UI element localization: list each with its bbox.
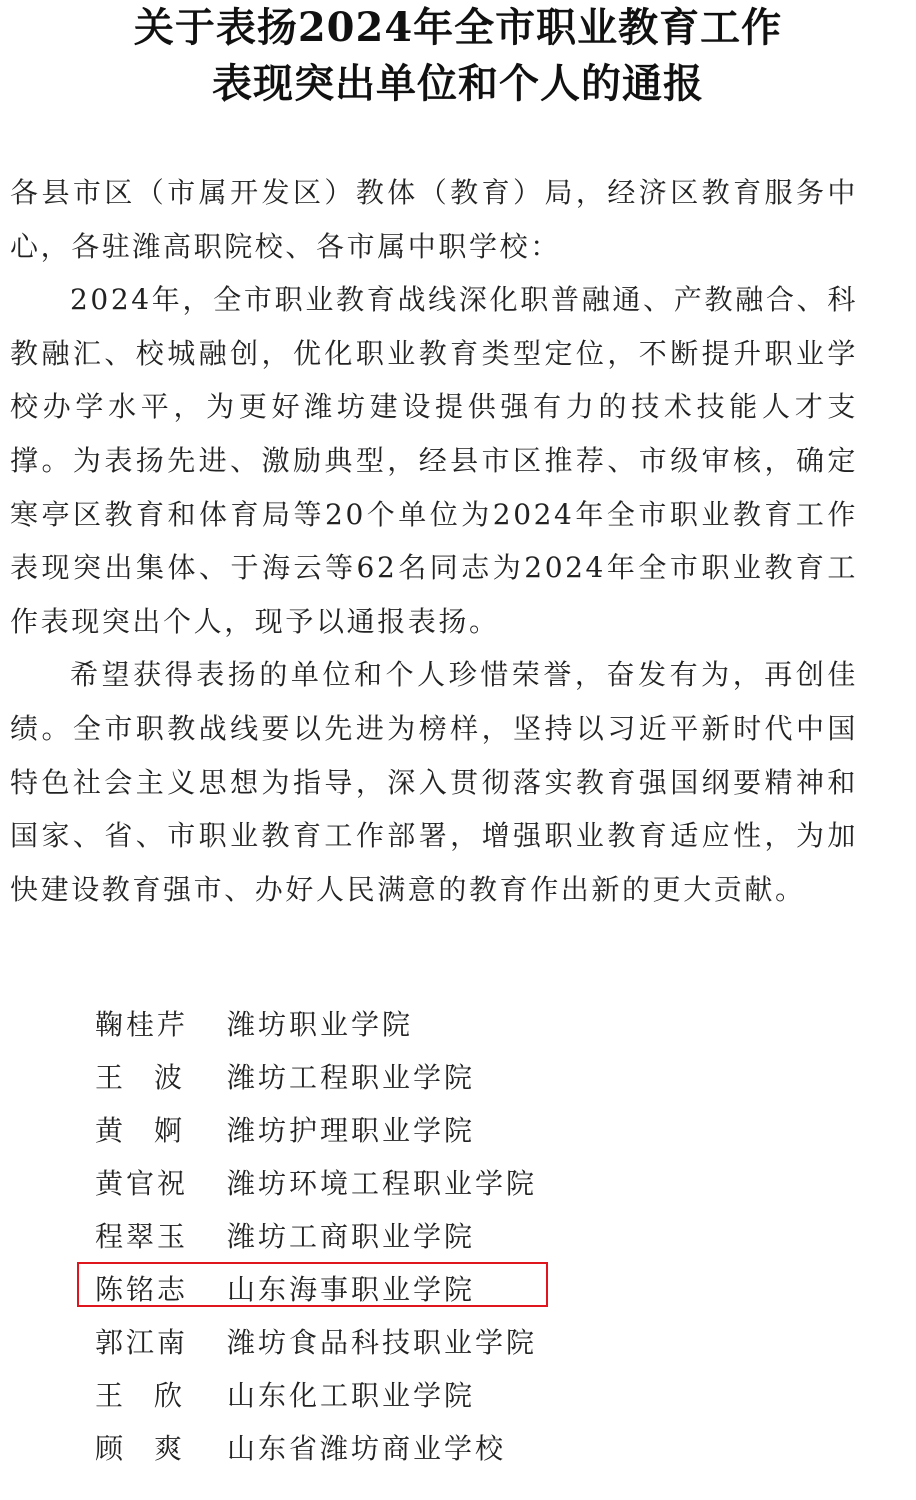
honoree-row: [95, 1420, 795, 1473]
honoree-unit: 山东海事职业学院: [227, 1272, 476, 1306]
notice-body: [10, 166, 858, 916]
paragraph-1: 2024年，全市职业教育战线深化职普融通、产教融合、科教融汇、校城融创，优化职业教育类型定位，不断提升职业学校办学水平，为更好潍坊建设提供强有力的技术技能人才支撑。为表扬先进、激励典型，经县市区推荐、市级审核，确定寒亭区教育和体育局等20个单位为2024年全市职业教育工作表现突出集体、于海云等62名同志为2024年全市职业教育工作表现突出个人，现予以通报表扬。: [10, 283, 858, 638]
honoree-name: [95, 1427, 185, 1467]
honoree-name: [95, 1056, 185, 1096]
salutation: 各县市区（市属开发区）教体（教育）局，经济区教育服务中心，各驻潍高职院校、各市属中职学校：: [10, 176, 858, 263]
honoree-name-char: 黄: [95, 1113, 127, 1147]
honoree-unit: 潍坊环境工程职业学院: [227, 1166, 538, 1200]
notice-title-line-1: 关于表扬2024年全市职业教育工作: [133, 4, 783, 51]
honoree-unit: 山东省潍坊商业学校: [227, 1431, 507, 1465]
honoree-name: [95, 1109, 185, 1149]
honoree-row: [95, 1208, 795, 1261]
honoree-row: [95, 1314, 795, 1367]
honoree-name: 鞠桂芹: [95, 1007, 189, 1041]
notice-title-line-2: 表现突出单位和个人的通报: [212, 60, 704, 107]
honoree-unit: 潍坊工商职业学院: [227, 1219, 476, 1253]
honoree-row: [95, 1367, 795, 1420]
honoree-name: 陈铭志: [95, 1272, 189, 1306]
honoree-name-char: 婀: [153, 1113, 185, 1147]
honoree-name: 黄官祝: [95, 1166, 189, 1200]
honoree-row: [95, 1155, 795, 1208]
honoree-unit: 潍坊工程职业学院: [227, 1060, 476, 1094]
honoree-name-char: 王: [95, 1378, 127, 1412]
honoree-row: [95, 996, 795, 1049]
honoree-unit: 潍坊护理职业学院: [227, 1113, 476, 1147]
honoree-name-char: 顾: [95, 1431, 127, 1465]
honoree-unit: 潍坊食品科技职业学院: [227, 1325, 538, 1359]
paragraph-2: 希望获得表扬的单位和个人珍惜荣誉，奋发有为，再创佳绩。全市职教战线要以先进为榜样，坚持以习近平新时代中国特色社会主义思想为指导，深入贯彻落实教育强国纲要精神和国家、省、市职业教育工作部署，增强职业教育适应性，为加快建设教育强市、办好人民满意的教育作出新的更大贡献。: [10, 658, 858, 906]
honoree-name-char: 欣: [153, 1378, 185, 1412]
honoree-name: [95, 1374, 185, 1414]
honoree-unit: 山东化工职业学院: [227, 1378, 476, 1412]
honoree-name: 郭江南: [95, 1325, 189, 1359]
honoree-name-char: 爽: [153, 1431, 185, 1465]
honoree-name-char: 王: [95, 1060, 127, 1094]
honoree-row: [95, 1102, 795, 1155]
honoree-unit: 潍坊职业学院: [227, 1007, 414, 1041]
honoree-name: 程翠玉: [95, 1219, 189, 1253]
honoree-list: [95, 996, 795, 1473]
honoree-row: [95, 1049, 795, 1102]
honoree-name-char: 波: [153, 1060, 185, 1094]
highlight-box: [77, 1262, 548, 1307]
